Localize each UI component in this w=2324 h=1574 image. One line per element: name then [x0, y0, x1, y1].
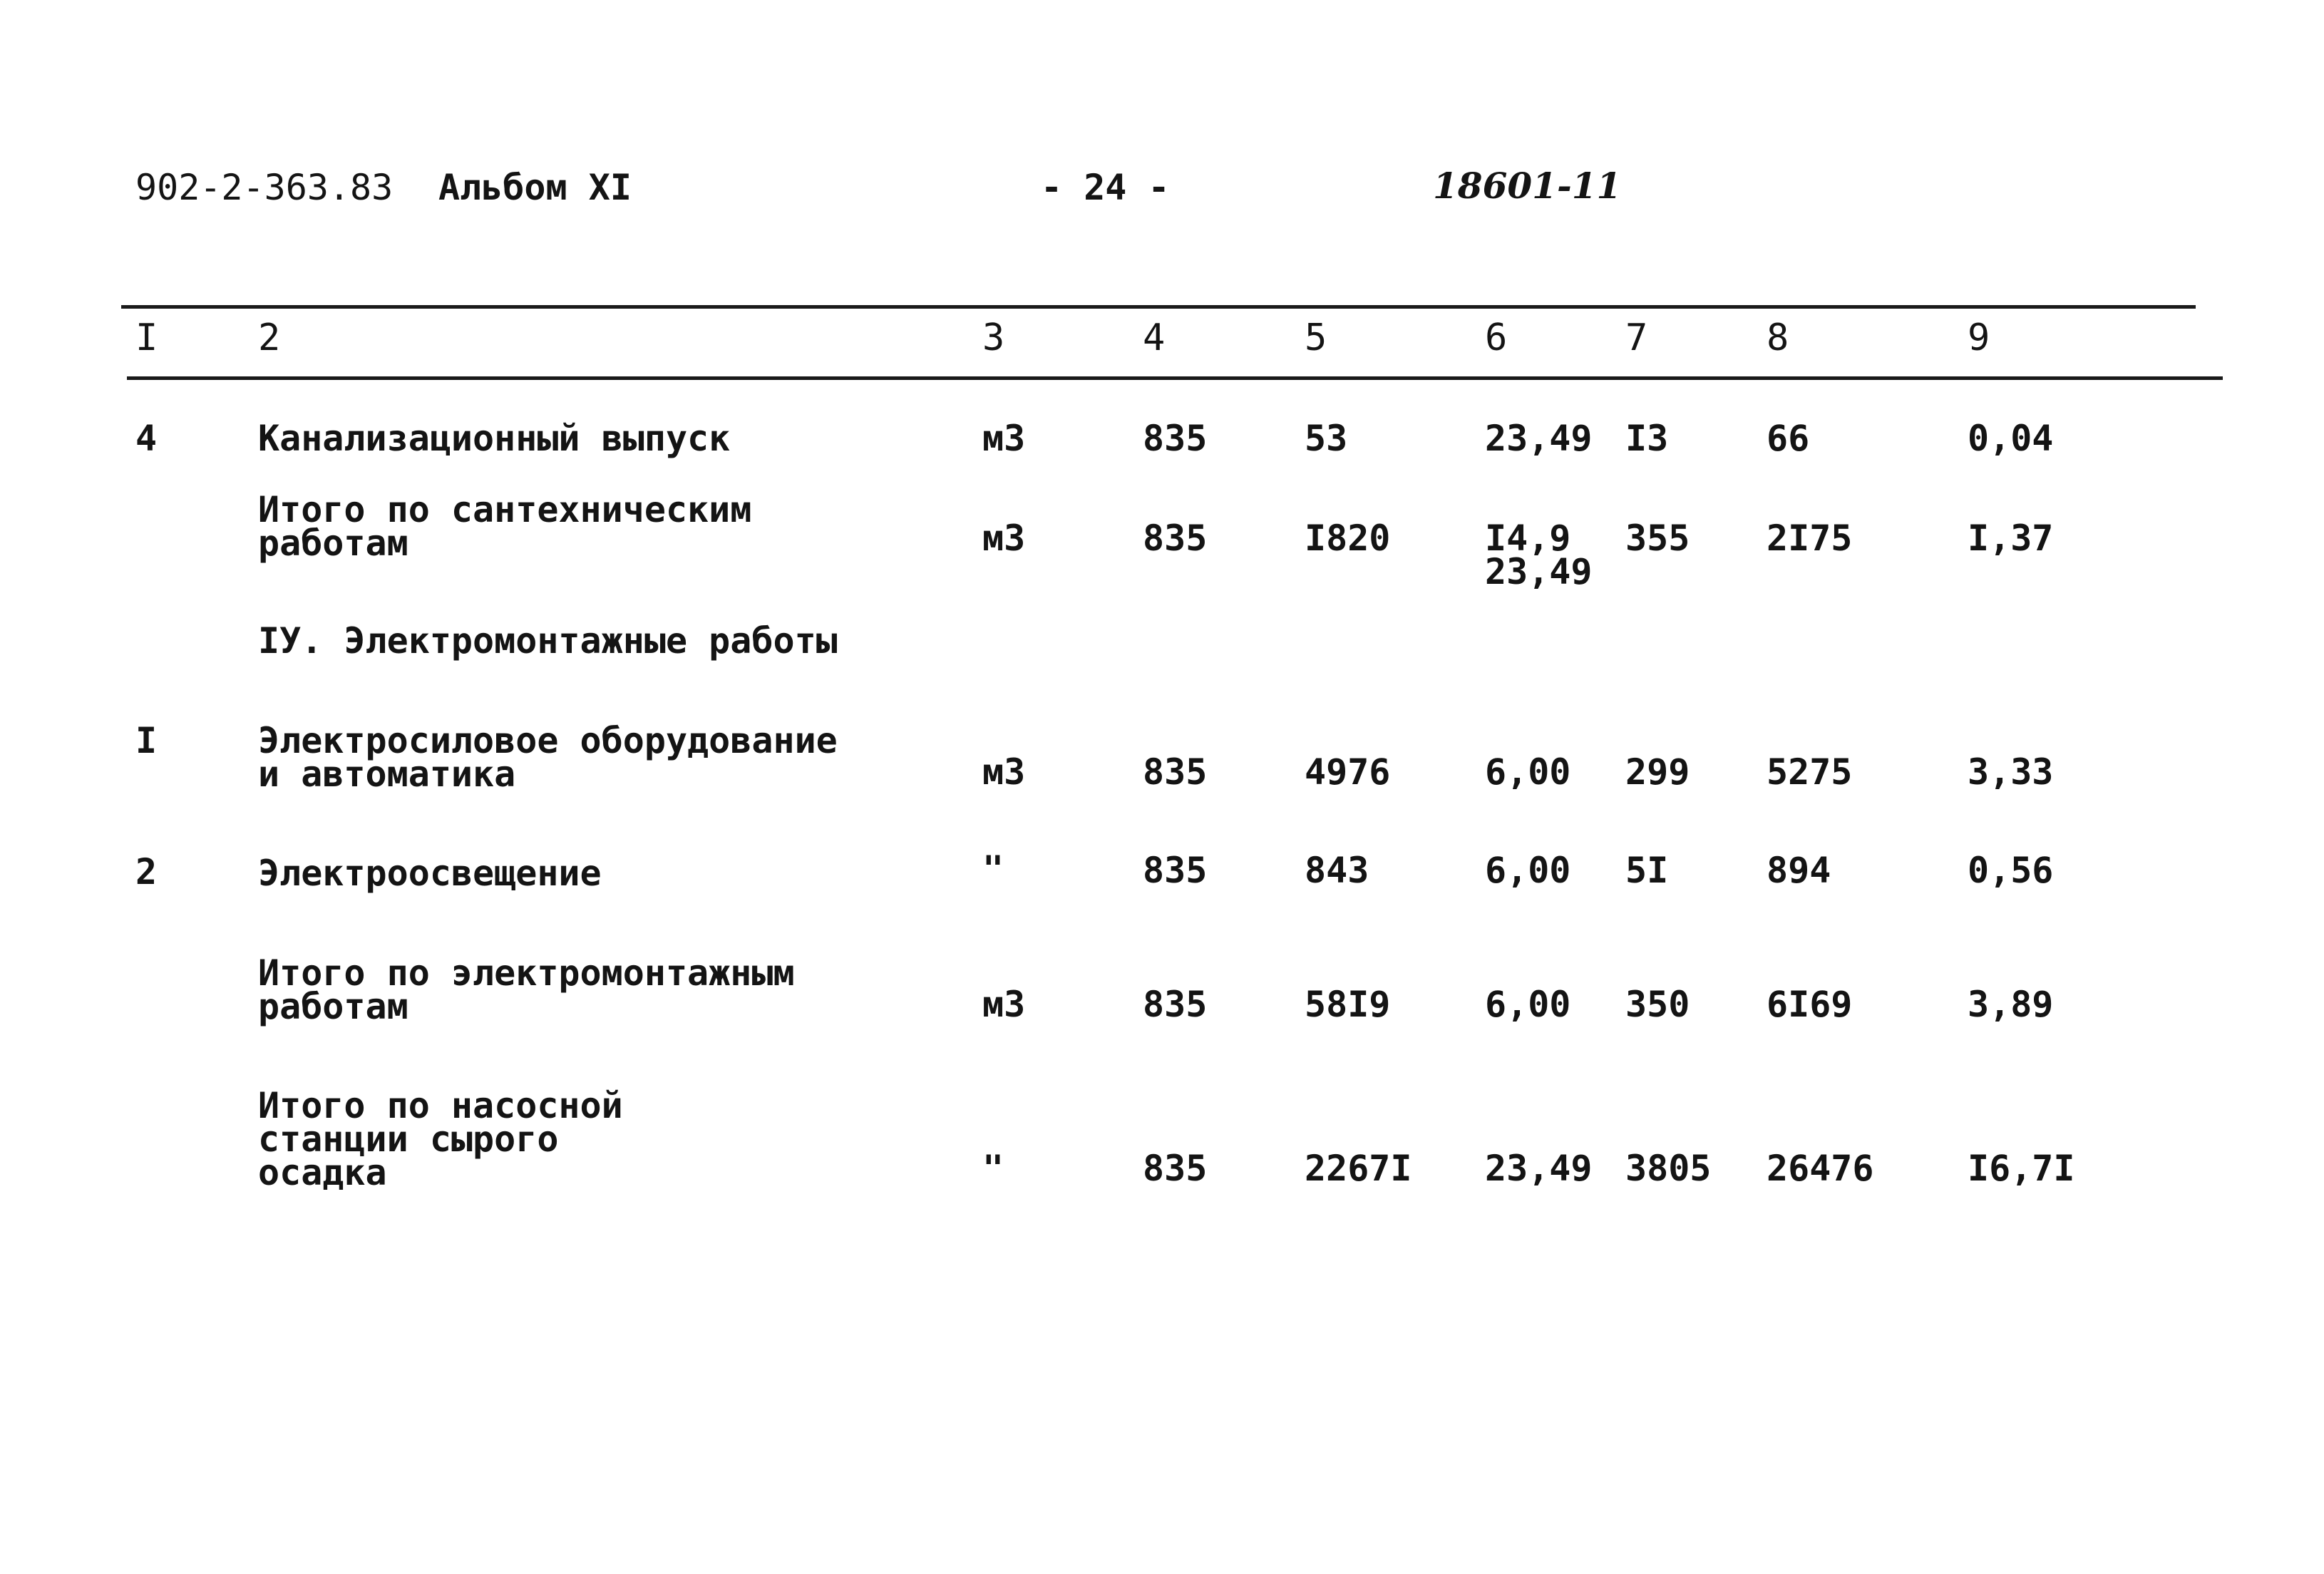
row-col7: I3 [1625, 418, 1669, 459]
row-col8: 5275 [1767, 751, 1853, 793]
row-col4: 835 [1143, 418, 1208, 459]
row-col8: 2I75 [1767, 518, 1853, 559]
row-col6: 23,49 [1485, 418, 1593, 459]
album-label: Альбом XI [438, 167, 632, 208]
row-col5: I820 [1305, 518, 1391, 559]
row-col6: 6,00 [1485, 850, 1571, 891]
row-col5: 2267I [1305, 1148, 1412, 1189]
row-col9: I,37 [1968, 518, 2054, 559]
column-header-3: 3 [982, 317, 1005, 359]
row-name: Итого по электромонтажным работам [258, 952, 795, 1027]
row-col7: 350 [1625, 984, 1690, 1025]
row-col6: 6,00 [1485, 984, 1571, 1025]
row-name: Электросиловое оборудование и автоматика [258, 720, 838, 795]
row-col6: 23,49 [1485, 1148, 1593, 1189]
row-col8: 6I69 [1767, 984, 1853, 1025]
column-header-7: 7 [1625, 317, 1648, 359]
row-unit: " [982, 1148, 1004, 1189]
column-header-5: 5 [1305, 317, 1327, 359]
row-unit: м3 [982, 518, 1026, 559]
row-col7: 5I [1625, 850, 1669, 891]
row-col5: 58I9 [1305, 984, 1391, 1025]
row-col8: 26476 [1767, 1148, 1874, 1189]
row-number: I [135, 720, 158, 761]
row-col8: 894 [1767, 850, 1831, 891]
row-unit: м3 [982, 418, 1026, 459]
document-code: 902-2-363.83 [135, 167, 394, 208]
page-number: - 24 - [1041, 167, 1170, 208]
row-col4: 835 [1143, 751, 1208, 793]
row-col7: 299 [1625, 751, 1690, 793]
row-col4: 835 [1143, 518, 1208, 559]
row-col6: I4,9 23,49 [1485, 518, 1593, 592]
row-col4: 835 [1143, 1148, 1208, 1189]
row-col9: 0,04 [1968, 418, 2054, 459]
row-name: Канализационный выпуск [258, 418, 731, 459]
column-header-1: I [135, 317, 158, 359]
row-col9: 3,89 [1968, 984, 2054, 1025]
row-col5: 53 [1305, 418, 1348, 459]
row-name: Электроосвещение [258, 853, 602, 894]
row-col8: 66 [1767, 418, 1810, 459]
row-col6: 6,00 [1485, 751, 1571, 793]
column-header-6: 6 [1485, 317, 1508, 359]
row-col7: 355 [1625, 518, 1690, 559]
section-heading: IУ. Электромонтажные работы [258, 620, 838, 662]
column-header-4: 4 [1143, 317, 1166, 359]
row-unit: м3 [982, 751, 1026, 793]
row-col9: 0,56 [1968, 850, 2054, 891]
row-unit: м3 [982, 984, 1026, 1025]
row-col9: I6,7I [1968, 1148, 2075, 1189]
table-header-rule [127, 376, 2223, 380]
column-header-9: 9 [1968, 317, 1990, 359]
row-number: 4 [135, 418, 158, 459]
row-name: Итого по насосной станции сырого осадка [258, 1085, 623, 1193]
row-number: 2 [135, 851, 158, 893]
row-col4: 835 [1143, 850, 1208, 891]
row-col5: 843 [1305, 850, 1369, 891]
column-header-8: 8 [1767, 317, 1789, 359]
row-col5: 4976 [1305, 751, 1391, 793]
row-unit: " [982, 848, 1004, 890]
row-col9: 3,33 [1968, 751, 2054, 793]
row-name: Итого по сантехническим работам [258, 489, 752, 564]
column-header-2: 2 [258, 317, 281, 359]
row-col7: 3805 [1625, 1148, 1712, 1189]
row-col4: 835 [1143, 984, 1208, 1025]
handwritten-note: 18601-11 [1433, 165, 1622, 207]
table-top-rule [121, 305, 2196, 309]
